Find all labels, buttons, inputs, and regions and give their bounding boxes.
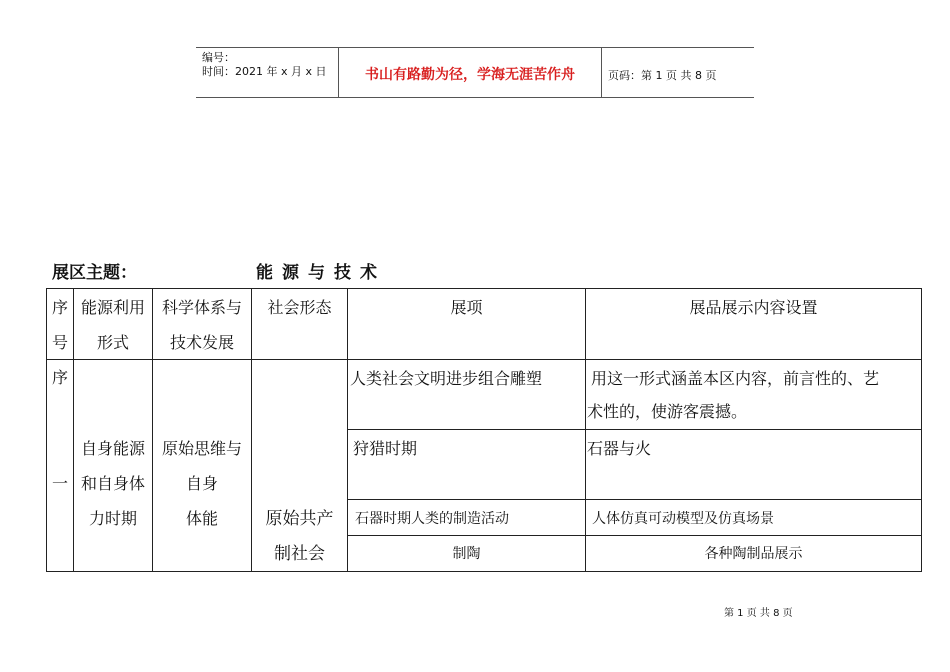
row1-item: 人类社会文明进步组合雕塑 — [350, 369, 543, 388]
header-science-line1: 科学体系与 — [161, 298, 242, 317]
row3-content: 人体仿真可动模型及仿真场景 — [592, 511, 774, 527]
group-energy-line1: 自身能源 — [80, 439, 145, 458]
header-seq-line2: 号 — [51, 333, 68, 352]
group-science-line1: 原始思维与 — [161, 439, 242, 458]
group-seq-line1: 序 — [51, 368, 68, 387]
header-page-cell — [602, 48, 754, 97]
group-science-line3: 体能 — [185, 509, 218, 528]
header-content: 展品展示内容设置 — [689, 298, 818, 317]
group-society-line2: 制社会 — [274, 544, 325, 564]
row4-content: 各种陶制品展示 — [704, 546, 803, 562]
page-info: 页码：第 1 页 共 8 页 — [608, 69, 717, 82]
header-item: 展项 — [450, 298, 483, 317]
group-energy-line3: 力时期 — [88, 509, 137, 528]
row2-item: 狩猎时期 — [353, 439, 418, 458]
header-society: 社会形态 — [267, 298, 332, 317]
row3-item: 石器时期人类的制造活动 — [355, 511, 509, 527]
document-header — [196, 47, 754, 98]
serial-label: 编号： — [202, 51, 235, 64]
row1-content-line2: 术性的，使游客震撼。 — [587, 402, 748, 421]
time-label: 时间：2021 年 x 月 x 日 — [202, 65, 327, 78]
header-science-line2: 技术发展 — [169, 333, 234, 352]
header-energy-line2: 形式 — [96, 333, 129, 352]
row4-item: 制陶 — [452, 546, 481, 562]
exhibit-table — [46, 288, 922, 572]
group-seq-line2: 一 — [51, 474, 68, 493]
header-motto-cell — [339, 48, 602, 97]
group-society-line1: 原始共产 — [265, 509, 334, 529]
group-energy-line2: 和自身体 — [80, 474, 145, 493]
theme-label: 展区主题： — [52, 263, 137, 283]
row2-content: 石器与火 — [587, 439, 652, 458]
header-energy-line1: 能源利用 — [80, 298, 145, 317]
header-info-cell — [196, 48, 339, 97]
motto-text: 书山有路勤为径，学海无涯苦作舟 — [365, 67, 575, 83]
theme-value: 能源与技术 — [256, 263, 386, 283]
header-seq-line1: 序 — [51, 298, 68, 317]
group-science-line2: 自身 — [185, 474, 218, 493]
row1-content-line1: 用这一形式涵盖本区内容，前言性的、艺 — [591, 369, 880, 388]
page-footer: 第 1 页 共 8 页 — [724, 608, 793, 619]
